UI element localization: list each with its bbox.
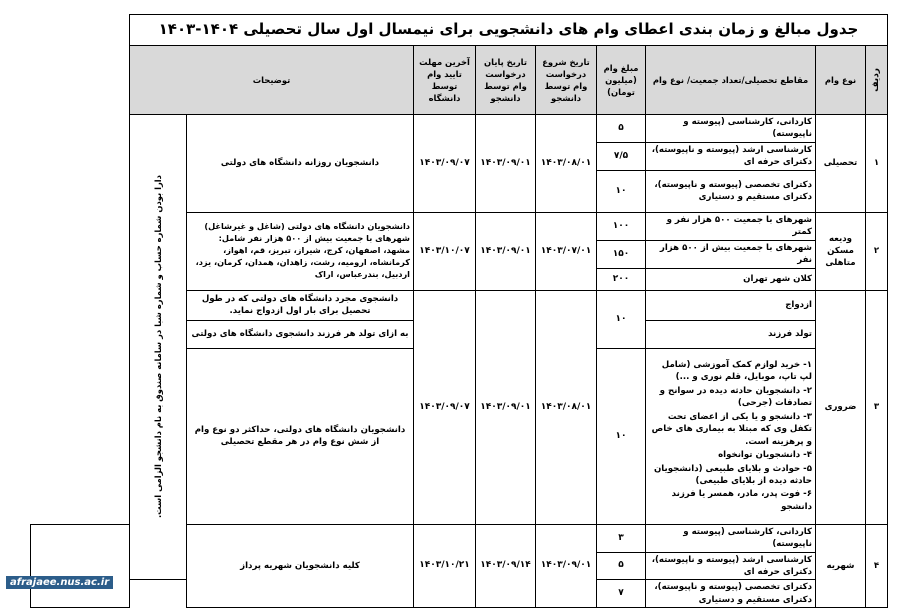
loan-amount: ۷/۵ [597, 142, 646, 170]
loan-amount: ۱۰ [597, 290, 646, 348]
approval-deadline: ۱۴۰۳/۱۰/۰۷ [414, 212, 476, 290]
table-title: جدول مبالغ و زمان بندی اعطای وام های دانشجویی برای نیمسال اول سال تحصیلی ۱۴۰۴-۱۴۰۳ [129, 15, 887, 46]
loan-amount: ۵ [597, 115, 646, 143]
list-item: ۱- خرید لوازم کمک آموزشی (شامل لپ تاپ، موبایل، قلم نوری و ...) [661, 359, 812, 383]
end-date: ۱۴۰۳/۰۹/۱۴ [476, 524, 536, 608]
end-date: ۱۴۰۳/۰۹/۰۱ [476, 290, 536, 524]
header-end-date: تاریخ پایان درخواست وام توسط دانشجو [476, 46, 536, 115]
loan-type: ودیعه مسکن متاهلی [816, 212, 866, 290]
general-note: دارا بودن شماره حساب و شماره شبا در سامانه صندوق به نام دانشجو الزامی است. [152, 175, 163, 519]
header-sections: مقاطع تحصیلی/تعداد جمعیت/ نوع وام [646, 46, 816, 115]
header-row-number: ردیف [866, 46, 888, 115]
section-label: شهرهای با جمعیت بیش از ۵۰۰ هزار نفر [646, 240, 816, 268]
site-watermark[interactable]: afrajaee.nus.ac.ir [6, 576, 113, 589]
row-number: ۳ [866, 290, 888, 524]
loan-schedule-table [30, 14, 888, 608]
section-label: کاردانی، کارشناسی (پیوسته و ناپیوسته) [646, 115, 816, 143]
list-item: ۵- حوادث و بلایای طبیعی (دانشجویان حادثه دیده از بلایای طبیعی) [653, 463, 812, 486]
approval-deadline: ۱۴۰۳/۰۹/۰۷ [414, 115, 476, 213]
loan-note: کلیه دانشجویان شهریه پرداز [187, 524, 414, 608]
section-label: دکترای تخصصی (پیوسته و ناپیوسته)، دکترای مستقیم و دستیاری [646, 580, 816, 608]
list-item: ۴- دانشجویان توانخواه [718, 450, 812, 461]
loan-amount: ۲۰۰ [597, 268, 646, 290]
section-label: کلان شهر تهران [646, 268, 816, 290]
list-item: ۶- فوت پدر، مادر، همسر یا فرزند دانشجو [671, 489, 812, 512]
emergency-items [646, 348, 816, 524]
loan-amount: ۱۰۰ [597, 212, 646, 240]
list-item: ۲- دانشجویان حادثه دیده در سوانح و تصادفات (جرحی) [659, 385, 812, 409]
list-item: ۳- دانشجو و یا یکی از اعضای تحت تکفل وی که مبتلا به بیماری های خاص و پرهزینه است. [651, 411, 812, 447]
header-approval-deadline: آخرین مهلت تایید وام توسط دانشگاه [414, 46, 476, 115]
section-label-child: تولد فرزند [646, 320, 816, 348]
end-date: ۱۴۰۳/۰۹/۰۱ [476, 212, 536, 290]
header-loan-type: نوع وام [816, 46, 866, 115]
section-label-marriage: ازدواج [646, 290, 816, 320]
loan-type: شهریه [816, 524, 866, 608]
loan-type: ضروری [816, 290, 866, 524]
general-note-cell [129, 115, 186, 580]
loan-note-marriage: دانشجوی مجرد دانشگاه های دولتی که در طول تحصیل برای بار اول ازدواج نماید. [187, 290, 414, 320]
header-notes: توضیحات [129, 46, 413, 115]
general-note-tail [31, 524, 130, 608]
row-number: ۴ [866, 524, 888, 608]
start-date: ۱۴۰۳/۰۹/۰۱ [536, 524, 597, 608]
approval-deadline: ۱۴۰۳/۱۰/۲۱ [414, 524, 476, 608]
header-amount: مبلغ وام (میلیون تومان) [597, 46, 646, 115]
start-date: ۱۴۰۳/۰۸/۰۱ [536, 115, 597, 213]
row-number: ۲ [866, 212, 888, 290]
loan-note-child: به ازای تولد هر فرزند دانشجوی دانشگاه های دولتی [187, 320, 414, 348]
loan-note: دانشجویان دانشگاه های دولتی (شاغل و غیرشاغل) شهرهای با جمعیت بیش از ۵۰۰ هزار نفر شامل: مشهد، اصفهان، کرج، شیراز، تبریز، قم، اهواز، کرمانشاه، ارومیه، رشت، زاهدان، همدان، کرمان، یزد، اردبیل، بندرعباس، اراک [187, 212, 414, 290]
loan-note: دانشجویان دانشگاه های دولتی، حداکثر دو نوع وام از شش نوع وام در هر مقطع تحصیلی [187, 348, 414, 524]
section-label: کارشناسی ارشد (پیوسته و ناپیوسته)، دکترای حرفه ای [646, 552, 816, 580]
end-date: ۱۴۰۳/۰۹/۰۱ [476, 115, 536, 213]
loan-amount: ۷ [597, 580, 646, 608]
loan-amount: ۱۵۰ [597, 240, 646, 268]
loan-amount: ۵ [597, 552, 646, 580]
start-date: ۱۴۰۳/۰۷/۰۱ [536, 212, 597, 290]
section-label: دکترای تخصصی (پیوسته و ناپیوسته)، دکترای مستقیم و دستیاری [646, 170, 816, 212]
loan-amount: ۱۰ [597, 348, 646, 524]
loan-amount: ۱۰ [597, 170, 646, 212]
header-start-date: تاریخ شروع درخواست وام توسط دانشجو [536, 46, 597, 115]
section-label: کاردانی، کارشناسی (پیوسته و ناپیوسته) [646, 524, 816, 552]
section-label: شهرهای با جمعیت ۵۰۰ هزار نفر و کمتر [646, 212, 816, 240]
loan-amount: ۳ [597, 524, 646, 552]
loan-note: دانشجویان روزانه دانشگاه های دولتی [187, 115, 414, 213]
row-number: ۱ [866, 115, 888, 213]
section-label: کارشناسی ارشد (پیوسته و ناپیوسته)، دکترای حرفه ای [646, 142, 816, 170]
approval-deadline: ۱۴۰۳/۰۹/۰۷ [414, 290, 476, 524]
start-date: ۱۴۰۳/۰۸/۰۱ [536, 290, 597, 524]
loan-type: تحصیلی [816, 115, 866, 213]
